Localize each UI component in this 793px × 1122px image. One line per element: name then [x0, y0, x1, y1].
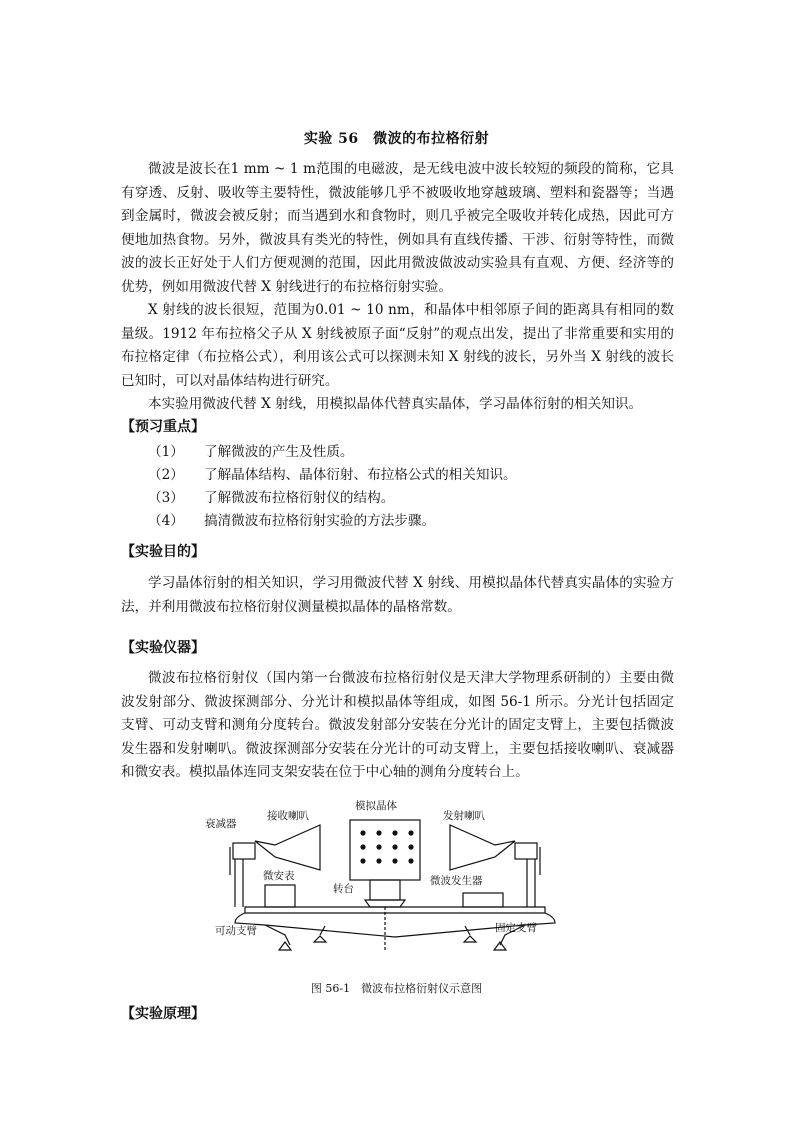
apparatus-paragraph: 微波布拉格衍射仪（国内第一台微波布拉格衍射仪是天津大学物理系研制的）主要由微波发射部分、微波探测部分、分光计和模拟晶体等组成，如图 56-1 所示。分光计包括固定支臂、可动支臂和测角分度转台。微波发射部分安装在分光计的固定支臂上，主要包括微波发生器和发射喇叭。微波探测部分安装在分光计的可动支臂上，主要包括接收喇叭、衰减器和微安表。模拟晶体连同支架安装在位于中心轴的测角分度转台上。: [121, 670, 674, 780]
turntable-post: [370, 880, 400, 900]
preview-item: [148, 440, 354, 460]
principle-heading: 【实验原理】: [121, 1006, 205, 1022]
attenuator-box: [233, 843, 255, 859]
preview-item-number: （2）: [148, 467, 184, 483]
page-title: 实验 56 微波的布拉格衍射: [303, 131, 490, 147]
label-turntable: 转台: [333, 883, 354, 895]
apparatus-heading: 【实验仪器】: [121, 640, 205, 656]
right-foot-2-icon: [464, 936, 476, 942]
preview-item-number: （3）: [148, 490, 184, 506]
microwave-generator-box: [463, 893, 503, 907]
apparatus-figure: [195, 795, 595, 975]
label-fixed-arm: 固定支臂: [495, 922, 537, 934]
purpose-paragraph: 学习晶体衍射的相关知识，学习用微波代替 X 射线、用模拟晶体代替真实晶体的实验方法，并利用微波布拉格衍射仪测量模拟晶体的晶格常数。: [121, 575, 674, 615]
label-receiver-horn: 接收喇叭: [267, 810, 309, 822]
turntable-disc: [365, 900, 405, 907]
label-crystal: 模拟晶体: [355, 800, 397, 812]
crystal-lattice: [360, 830, 413, 863]
label-generator: 微波发生器: [430, 875, 483, 887]
purpose-heading: 【实验目的】: [121, 544, 205, 560]
receiver-horn: [255, 825, 320, 870]
generator-head: [515, 843, 537, 859]
preview-item: [148, 509, 435, 529]
preview-item-text: 了解晶体结构、晶体衍射、布拉格公式的相关知识。: [204, 467, 517, 483]
preview-item: [148, 463, 517, 483]
movable-arm-leg: [265, 925, 290, 945]
left-foot-2-icon: [314, 936, 326, 942]
transmitter-horn: [450, 825, 515, 870]
right-foot-icon: [494, 942, 506, 950]
preview-heading: 【预习重点】: [121, 419, 205, 435]
intro-paragraph-3: 本实验用微波代替 X 射线，用模拟晶体代替真实晶体，学习晶体衍射的相关知识。: [148, 396, 643, 412]
intro-paragraph-2: X 射线的波长很短，范围为0.01 ~ 10 nm，和晶体中相邻原子间的距离具有相同的数量级。1912 年布拉格父子从 X 射线被原子面“反射”的观点出发，提出了非常重要和实用的布拉格定律（布拉格公式），利用该公式可以探测未知 X 射线的波长，另外当 X 射线的波长已知时，可以对晶体结构进行研究。: [121, 302, 674, 389]
microammeter-box: [265, 885, 295, 907]
label-attenuator: 衰减器: [205, 818, 237, 830]
preview-item-text: 了解微波布拉格衍射仪的结构。: [204, 490, 395, 506]
label-transmitter-horn: 发射喇叭: [443, 810, 485, 822]
figure-caption: 图 56-1 微波布拉格衍射仪示意图: [310, 982, 483, 995]
preview-item-text: 了解微波的产生及性质。: [204, 444, 354, 460]
label-microammeter: 微安表: [263, 870, 295, 882]
intro-paragraph-1: 微波是波长在1 mm ~ 1 m范围的电磁波，是无线电波中波长较短的频段的简称，它具有穿透、反射、吸收等主要特性，微波能够几乎不被吸收地穿越玻璃、塑料和瓷器等；当遇到金属时，微波会被反射；而当遇到水和食物时，则几乎被完全吸收并转化成热，因此可方便地加热食物。另外，微波具有类光的特性，例如具有直线传播、干涉、衍射等特性，而微波的波长正好处于人们方便观测的范围，因此用微波做波动实验具有直观、方便、经济等的优势，例如用微波代替 X 射线进行的布拉格衍射实验。: [121, 161, 674, 295]
crystal-block: [350, 820, 420, 880]
preview-item-text: 搞清微波布拉格衍射实验的方法步骤。: [204, 513, 436, 529]
preview-item-number: （1）: [148, 444, 184, 460]
label-movable-arm: 可动支臂: [215, 925, 257, 937]
preview-item-number: （4）: [148, 513, 184, 529]
preview-item: [148, 486, 394, 506]
apparatus-diagram: [195, 795, 595, 975]
